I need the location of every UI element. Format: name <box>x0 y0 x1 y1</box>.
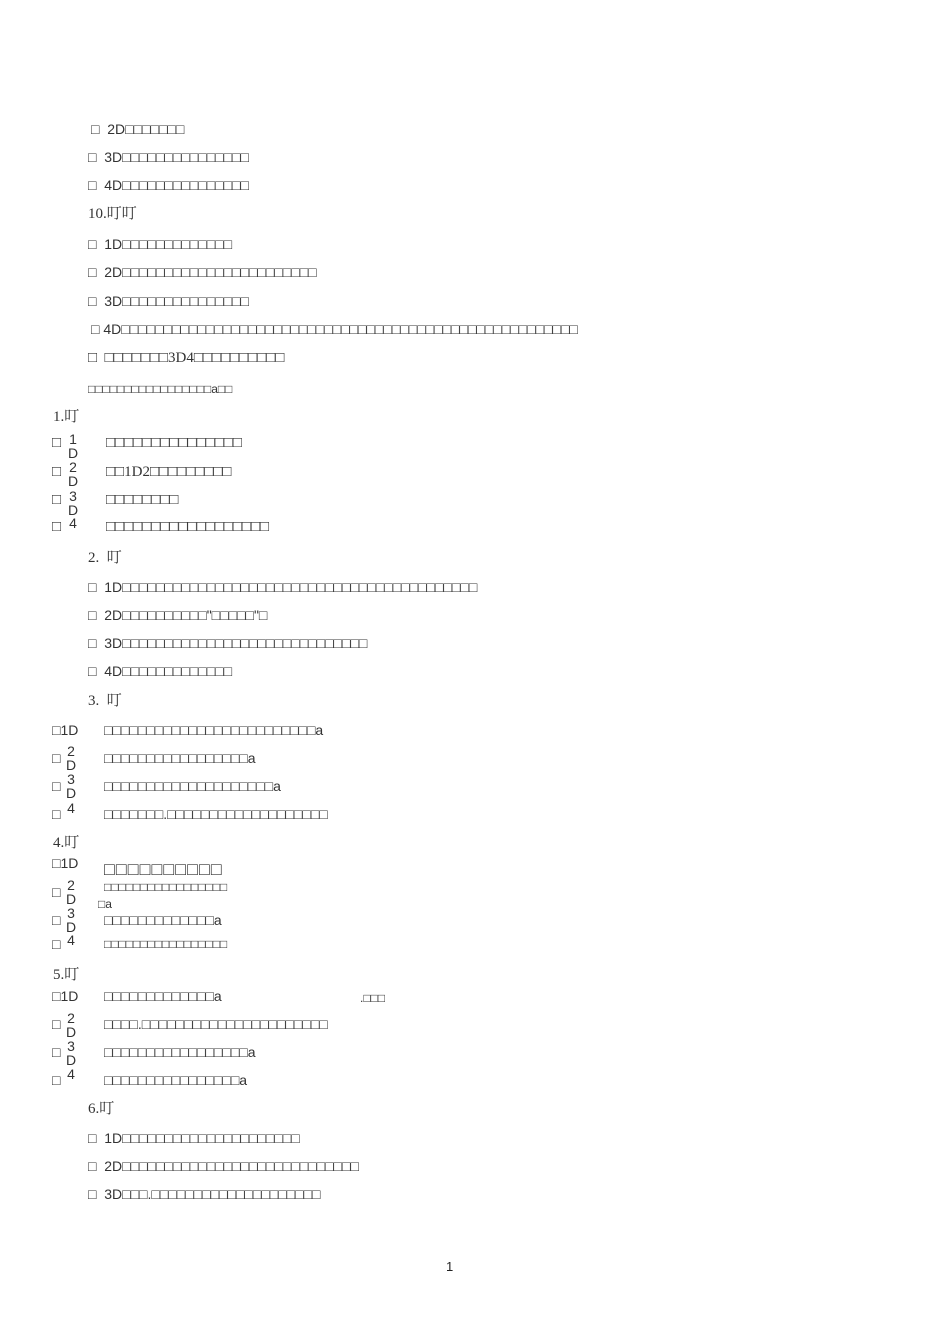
s4-row-2-num: 2 D <box>65 877 77 907</box>
section-1-heading: 1.叮 <box>53 409 80 425</box>
section-10-line-3d: □ 3D□□□□□□□□□□□□□□□ <box>88 293 249 309</box>
s3-row-2-text: □□□□□□□□□□□□□□□□□a <box>104 750 256 766</box>
section-10-line-4d: □ 4D□□□□□□□□□□□□□□□□□□□□□□□□□□□□□□□□□□□□□□□□□□□□□□□□□□□□□□ <box>91 321 578 337</box>
s4-row-4-text: □□□□□□□□□□□□□□□□□ <box>104 937 228 951</box>
s3-row-3-box: □ <box>52 778 61 794</box>
section-10-line-1d: □ 1D□□□□□□□□□□□□□ <box>88 236 233 252</box>
s3-row-3-text: □□□□□□□□□□□□□□□□□□□□a <box>104 778 281 794</box>
section-10-heading: 10.叮叮 <box>88 206 137 222</box>
s5-row-1-right-text: .□□□ <box>360 991 386 1005</box>
section-2-line-3d: □ 3D□□□□□□□□□□□□□□□□□□□□□□□□□□□□□ <box>88 635 368 651</box>
s1-row-1-text: □□□□□□□□□□□□□□□ <box>106 435 242 451</box>
s5-row-1-text: □□□□□□□□□□□□□a <box>104 988 222 1004</box>
s3-row-4-num: 4 <box>67 800 75 816</box>
s3-row-1-lead: □1D <box>52 722 79 738</box>
s5-row-3-num: 3 D <box>65 1038 77 1068</box>
section-4-heading: 4.叮 <box>53 835 80 851</box>
s4-row-4-box: □ <box>52 936 61 952</box>
s3-row-2-num: 2 D <box>65 743 77 773</box>
s4-row-4-num: 4 <box>67 932 75 948</box>
s5-row-4-box: □ <box>52 1072 61 1088</box>
s1-row-1-num: 1 D <box>67 431 79 461</box>
page-number: 1 <box>446 1259 454 1274</box>
section-3-heading: 3. 叮 <box>88 693 122 709</box>
section-5-heading: 5.叮 <box>53 967 80 983</box>
s1-row-1-box: □ <box>52 435 62 451</box>
s1-row-4-num: 4 <box>69 515 77 531</box>
s5-row-2-box: □ <box>52 1016 61 1032</box>
s5-row-4-text: □□□□□□□□□□□□□□□□a <box>104 1072 248 1088</box>
s4-row-2-text: □□□□□□□□□□□□□□□□□ <box>104 880 228 894</box>
s1-row-4-box: □ <box>52 519 62 535</box>
s3-row-4-text: □□□□□□□.□□□□□□□□□□□□□□□□□□□ <box>104 806 328 822</box>
s4-row-2-cut-text: □a <box>98 897 112 911</box>
intro-line-2d: □ 2D□□□□□□□ <box>91 121 185 137</box>
intro-line-4d: □ 4D□□□□□□□□□□□□□□□ <box>88 177 249 193</box>
s1-row-2-text: □□1D2□□□□□□□□□ <box>106 464 232 480</box>
s5-row-3-box: □ <box>52 1044 61 1060</box>
s4-row-2-box: □ <box>52 884 61 900</box>
s3-row-1-text: □□□□□□□□□□□□□□□□□□□□□□□□□a <box>104 722 324 738</box>
section-2-line-4d: □ 4D□□□□□□□□□□□□□ <box>88 663 233 679</box>
s3-row-3-num: 3 D <box>65 771 77 801</box>
section-2-line-1d: □ 1D□□□□□□□□□□□□□□□□□□□□□□□□□□□□□□□□□□□□□□□□□□ <box>88 579 478 595</box>
s1-row-3-num: 3 D <box>67 488 79 518</box>
section-2-line-2d: □ 2D□□□□□□□□□□"□□□□□"□ <box>88 607 268 623</box>
section-10-line-note: □ □□□□□□□3D4□□□□□□□□□□ <box>88 350 285 366</box>
s4-row-1-lead: □1D <box>52 855 79 871</box>
section-6-line-1d: □ 1D□□□□□□□□□□□□□□□□□□□□□ <box>88 1130 300 1146</box>
s4-row-3-box: □ <box>52 912 61 928</box>
s1-row-3-box: □ <box>52 492 62 508</box>
s1-row-2-num: 2 D <box>67 459 79 489</box>
s3-row-4-box: □ <box>52 806 61 822</box>
s4-row-3-num: 3 D <box>65 905 77 935</box>
s3-row-2-box: □ <box>52 750 61 766</box>
s5-row-1-lead: □1D <box>52 988 79 1004</box>
s1-row-4-text: □□□□□□□□□□□□□□□□□□ <box>106 519 270 535</box>
intro-line-3d: □ 3D□□□□□□□□□□□□□□□ <box>88 149 249 165</box>
section-10-summary: □□□□□□□□□□□□□□□□□a□□ <box>88 382 233 396</box>
s5-row-2-text: □□□□.□□□□□□□□□□□□□□□□□□□□□□ <box>104 1016 328 1032</box>
section-6-line-3d: □ 3D□□□.□□□□□□□□□□□□□□□□□□□□ <box>88 1186 321 1202</box>
section-2-heading: 2. 叮 <box>88 550 122 566</box>
s1-row-2-box: □ <box>52 464 62 480</box>
section-6-line-2d: □ 2D□□□□□□□□□□□□□□□□□□□□□□□□□□□□ <box>88 1158 359 1174</box>
s4-row-1-text: □□□□□□□□□□ <box>104 859 223 879</box>
s5-row-4-num: 4 <box>67 1066 75 1082</box>
s4-row-3-text: □□□□□□□□□□□□□a <box>104 912 222 928</box>
section-10-line-2d: □ 2D□□□□□□□□□□□□□□□□□□□□□□□ <box>88 264 317 280</box>
s1-row-3-text: □□□□□□□□ <box>106 492 179 508</box>
s5-row-3-text: □□□□□□□□□□□□□□□□□a <box>104 1044 256 1060</box>
section-6-heading: 6.叮 <box>88 1101 115 1117</box>
s5-row-2-num: 2 D <box>65 1010 77 1040</box>
